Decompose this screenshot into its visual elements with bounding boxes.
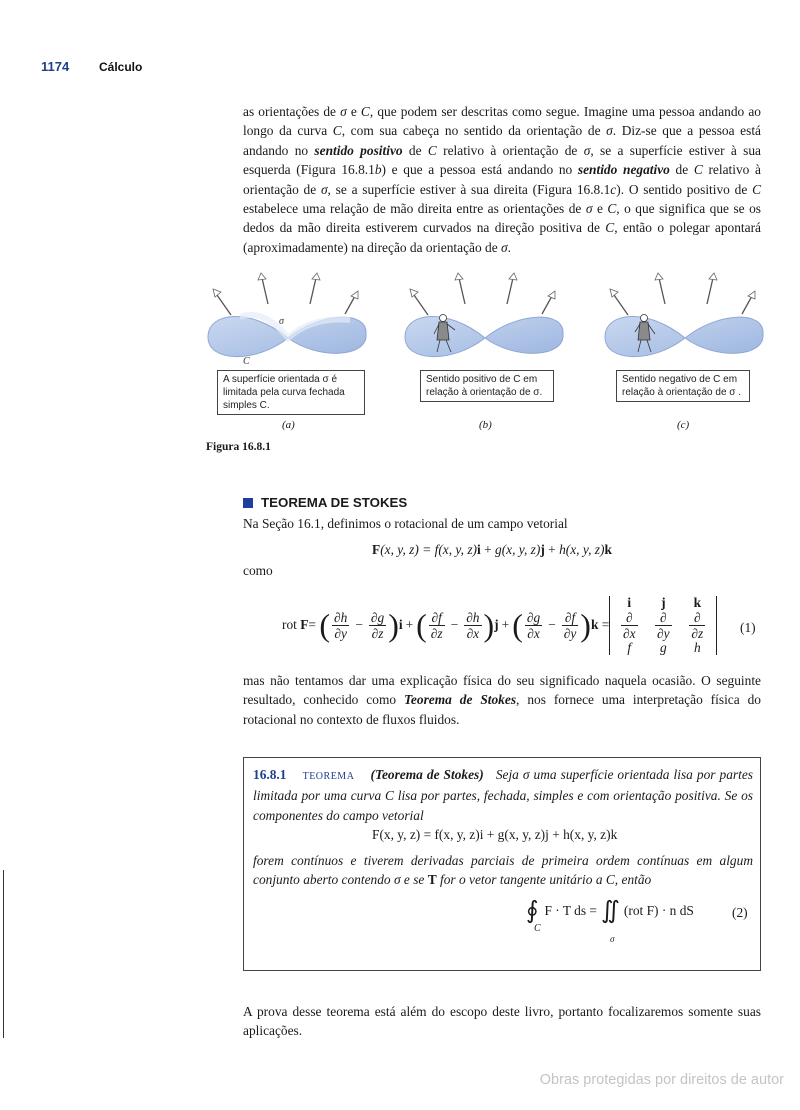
text-run: , se a superfície estiver à sua direita (Figura 16.8.1 [327, 181, 611, 197]
sublabel-c: (c) [677, 419, 690, 431]
text-run: , se a superfície estiver à sua esquerda (Figura 16.8.1 [243, 142, 761, 178]
text-run: σ [340, 104, 347, 119]
text-run: relativo à orientação de [436, 142, 584, 158]
theorem-condition [253, 851, 753, 890]
text-run: C [332, 123, 342, 139]
sublabel-b: (b) [479, 419, 492, 431]
section-bullet-icon [243, 498, 253, 508]
section-title: TEOREMA DE STOKES [261, 495, 408, 510]
fraction: $\frac{\partial g}{\partial z}$ [370, 609, 385, 641]
after-curl-text [243, 671, 761, 729]
eq-f: f [434, 542, 439, 557]
margin-rule [3, 870, 4, 1038]
double-integral-icon: ∬ σ [600, 898, 620, 944]
text-run: σ [501, 239, 508, 255]
section-heading [243, 495, 407, 510]
text-run: e [592, 201, 608, 217]
text-run: de [402, 142, 428, 158]
eq-fargs: (x, y, z) [438, 542, 477, 557]
text-run: C [427, 142, 437, 158]
text-run: σ [320, 181, 328, 197]
text-run: C [605, 220, 615, 236]
contour-integral-icon: ∮ C [526, 898, 541, 934]
eq-plus: + [480, 542, 495, 557]
surface-sigma [405, 316, 563, 356]
eq-args: (x, y, z) = [380, 542, 435, 557]
text-run: Teorema de Stokes [403, 692, 517, 708]
theorem-field-equation: F(x, y, z) = f(x, y, z)i + g(x, y, z)j + h(x, y, z)k [372, 827, 618, 842]
eq-i: i [477, 542, 481, 557]
caption-line: relação à orientação de σ. [426, 387, 543, 398]
theorem-name: (Teorema de Stokes) [370, 767, 484, 782]
como-text: como [243, 563, 273, 578]
normal-vectors [414, 278, 552, 315]
caption-line: relação à orientação de σ . [622, 387, 742, 398]
fraction: $\frac{\partial h}{\partial x}$ [466, 609, 480, 641]
text-run: sentido positivo [314, 142, 403, 158]
text-run: e [346, 104, 361, 119]
text-run: b [374, 162, 382, 178]
text-run: for o vetor tangente unitário a C, então [436, 872, 652, 888]
text-run: estabelece uma relação de mão direita entre as orientações de [243, 201, 586, 217]
sigma-label: σ [279, 316, 284, 327]
eq-F: F [372, 542, 381, 557]
curl-equation: rot F = ( $\frac{\partial h}{\partial y}$ − $\frac{\partial g}{\partial z}$ ) i + ( $\frac{\partial f}{\partial z}$ − $\frac{\partial h}{\partial x}$ ) j + ( $\frac{\partial g}{\partial x}$ − $\frac{\partial f}{\partial y}$ ) k = i j k $\frac{\partial}{\partial x}$ $\frac{\partial}{\partial y}$ $\frac{\partial}{\partial z}$ f g h [282, 590, 717, 660]
eq-h: h [559, 542, 566, 557]
theorem-condition-text [253, 853, 753, 887]
text-run: T [427, 872, 437, 888]
text-run: σ [585, 201, 593, 217]
section-intro: Na Seção 16.1, definimos o rotacional de um campo vetorial [243, 516, 568, 531]
theorem-hypothesis: Seja σ uma superfície orientada lisa por partes limitada por uma curva C lisa por partes, fechada, simples e com orientação positiva. Se os componentes do campo vetorial [253, 767, 754, 823]
figure-panel-c-illustration [597, 272, 772, 372]
eq-plus: + [544, 542, 560, 557]
vector-field-equation [372, 542, 612, 558]
closing-paragraph: A prova desse teorema está além do escopo deste livro, portanto focalizaremos somente suas aplicações. [243, 1004, 761, 1039]
figure-caption-a [217, 370, 365, 415]
eq-g: g [494, 542, 502, 557]
theorem-tag: TEOREMA [302, 771, 355, 782]
text-run: forem contínuos e tiverem derivadas parciais de primeira ordem contínuas em algum conjunto aberto contendo σ e se [253, 853, 753, 888]
fraction: $\frac{\partial g}{\partial x}$ [526, 609, 541, 641]
figure-panel-a-illustration [200, 272, 375, 372]
figure-caption-c [616, 370, 750, 402]
rot-label: rot [282, 617, 297, 632]
figure-label: Figura 16.8.1 [206, 441, 271, 453]
eq-k: k [604, 542, 612, 557]
text-run: σ [606, 123, 613, 139]
stokes-rhs: (rot F) · n dS [623, 903, 694, 918]
equation-number-1: (1) [740, 620, 756, 635]
text-run: C [693, 162, 703, 178]
theorem-number: 16.8.1 [253, 767, 287, 782]
surface-sigma [605, 316, 763, 356]
text-run: C [607, 201, 617, 217]
text-run: . [507, 239, 511, 255]
equals: = [308, 617, 316, 632]
caption-line: simples C. [223, 400, 270, 411]
text-run: relativo à orientação de [243, 162, 761, 197]
page-number: 1174 [41, 59, 70, 74]
fraction: $\frac{\partial f}{\partial z}$ [430, 609, 443, 641]
figure-caption-b [420, 370, 554, 402]
caption-line: Sentido positivo de C em [426, 374, 538, 385]
text-run: ) e que a pessoa está andando no [381, 162, 578, 178]
caption-line: Sentido negativo de C em [622, 374, 738, 385]
caption-line: A superfície orientada σ é [223, 374, 338, 385]
text-run: , nos fornece uma interpretação física do rotacional no contexto de fluxos fluidos. [243, 692, 761, 727]
intro-text [243, 102, 761, 257]
fraction: $\frac{\partial f}{\partial y}$ [563, 609, 577, 641]
text-run: C [752, 181, 761, 197]
text-run: as orientações de [243, 104, 341, 119]
arrowheads [213, 273, 358, 299]
curve-c-label: C [243, 356, 250, 367]
stokes-lhs: F · T ds = [544, 903, 597, 918]
text-run: , que podem ser descritas como segue. Imagine uma pessoa andando ao longo da curva [243, 104, 761, 139]
fraction: $\frac{\partial h}{\partial y}$ [334, 609, 348, 641]
after-curl-paragraph [243, 671, 761, 729]
text-run: mas não tentamos dar uma explicação física do seu significado naquela ocasião. O seguinte resultado, conhecido como [243, 673, 761, 708]
stokes-equation [526, 898, 694, 942]
eq-hargs: (x, y, z) [565, 542, 605, 557]
equation-number-2: (2) [732, 905, 748, 920]
text-run: sentido negativo [577, 162, 670, 178]
intro-paragraph [243, 102, 761, 257]
determinant-matrix: i j k $\frac{\partial}{\partial x}$ $\frac{\partial}{\partial y}$ $\frac{\partial}{\partial z}$ f g h [609, 596, 717, 655]
book-title: Cálculo [99, 60, 143, 74]
text-run: , então o polegar apontará (aproximadamente) na direção da orientação de [243, 220, 761, 255]
text-run: , com sua cabeça no sentido da orientação de [341, 123, 607, 139]
text-run: ). O sentido positivo de [616, 181, 753, 197]
normal-vectors [614, 278, 752, 315]
eq-gargs: (x, y, z) [501, 542, 541, 557]
normal-vectors [217, 278, 355, 315]
caption-line: limitada pela curva fechada [223, 387, 345, 398]
text-run: c [610, 181, 617, 197]
text-run: σ [583, 142, 591, 158]
text-run: , o que significa que se os dedos da mão direita estiverem curvados na direção positiva de [243, 201, 762, 236]
text-run: . Diz-se que a pessoa está andando no [243, 123, 761, 158]
theorem-statement [253, 765, 753, 825]
sublabel-a: (a) [282, 419, 295, 431]
figure-panel-b-illustration [397, 272, 572, 372]
watermark: Obras protegidas por direitos de autor [539, 1072, 784, 1088]
text-run: C [360, 104, 370, 119]
eq-j: j [540, 542, 545, 557]
rot-F: F [300, 617, 309, 632]
text-run: de [669, 162, 694, 178]
